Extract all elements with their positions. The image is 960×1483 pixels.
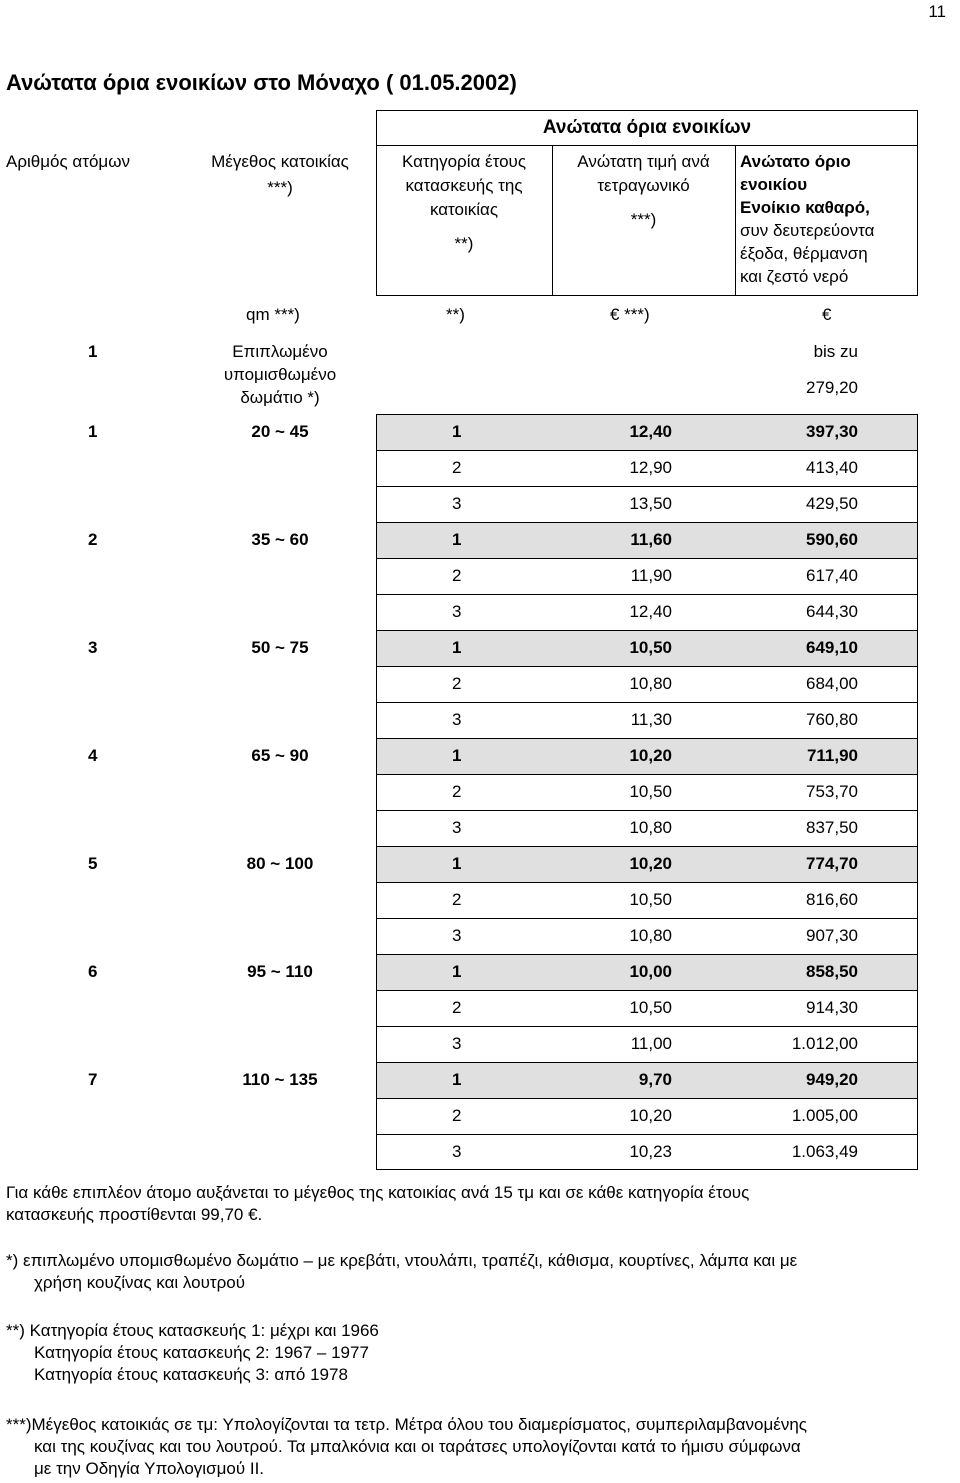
cell-rent: 429,50 xyxy=(806,494,858,513)
room-description-l2: υπομισθωμένο xyxy=(223,365,337,384)
table-row xyxy=(0,810,960,846)
note-star3 xyxy=(6,1414,807,1480)
cell-category: 3 xyxy=(452,818,462,837)
col-header-price-l2: τετραγωνικό xyxy=(597,176,690,195)
cell-price: 9,70 xyxy=(638,1070,672,1089)
cell-price: 12,40 xyxy=(629,602,672,621)
note-star1-l2: χρήση κουζίνας και λουτρού xyxy=(34,1273,246,1292)
cell-price: 10,50 xyxy=(629,782,672,801)
table-row xyxy=(0,774,960,810)
col-header-rent-l4: συν δευτερεύοντα xyxy=(740,221,875,240)
table-row xyxy=(0,522,960,558)
cell-category: 2 xyxy=(452,458,462,477)
cell-persons: 6 xyxy=(88,962,98,981)
col-header-size-label: Μέγεθος κατοικίας xyxy=(211,152,349,171)
note-star2-l3: Κατηγορία έτους κατασκευής 3: από 1978 xyxy=(34,1365,348,1384)
cell-category: 1 xyxy=(452,638,462,657)
cell-category: 2 xyxy=(452,890,462,909)
cell-persons: 2 xyxy=(88,530,98,549)
col-header-persons: Αριθμός ατόμων xyxy=(6,152,130,171)
note-star2-l1: **) Κατηγορία έτους κατασκευής 1: μέχρι και 1966 xyxy=(6,1321,379,1340)
room-description-l1: Επιπλωμένο xyxy=(232,342,328,361)
col-header-size-note: ***) xyxy=(267,178,293,197)
col-header-size xyxy=(190,150,370,200)
room-rent-label: bis zu xyxy=(813,342,858,361)
cell-rent: 774,70 xyxy=(806,854,858,873)
room-description xyxy=(196,340,364,409)
cell-price: 10,23 xyxy=(629,1142,672,1161)
note-extra-l2: κατασκευής προστίθενται 99,70 €. xyxy=(6,1205,263,1224)
cell-persons: 3 xyxy=(88,638,98,657)
note-star3-l2: και της κουζίνας και του λουτρού. Τα μπαλκόνια και οι ταράτσες υπολογίζονται κατά το ήμισυ σύμφωνα xyxy=(34,1437,801,1456)
cell-rent: 644,30 xyxy=(806,602,858,621)
cell-category: 2 xyxy=(452,1106,462,1125)
group-title-divider xyxy=(376,145,918,146)
cell-rent: 617,40 xyxy=(806,566,858,585)
cell-price: 10,20 xyxy=(629,1106,672,1125)
cell-size: 20 ~ 45 xyxy=(251,422,309,441)
cell-category: 1 xyxy=(452,422,462,441)
room-persons: 1 xyxy=(88,342,98,361)
table-row xyxy=(0,1134,960,1170)
table-row xyxy=(0,666,960,702)
cell-rent: 858,50 xyxy=(806,962,858,981)
room-rent-value: 279,20 xyxy=(806,378,858,397)
cell-category: 3 xyxy=(452,1034,462,1053)
cell-price: 10,50 xyxy=(629,890,672,909)
cell-rent: 649,10 xyxy=(806,638,858,657)
cell-price: 10,80 xyxy=(629,674,672,693)
cell-category: 2 xyxy=(452,782,462,801)
cell-price: 11,00 xyxy=(630,1034,672,1053)
col-header-category-l1: Κατηγορία έτους xyxy=(401,152,527,171)
cell-persons: 5 xyxy=(88,854,98,873)
cell-price: 13,50 xyxy=(629,494,672,513)
cell-price: 10,80 xyxy=(629,818,672,837)
table-row xyxy=(0,450,960,486)
note-extra-l1: Για κάθε επιπλέον άτομο αυξάνεται το μέγεθος της κατοικίας ανά 15 τμ και σε κάθε κατηγορία έτους xyxy=(6,1183,750,1202)
cell-rent: 590,60 xyxy=(806,530,858,549)
cell-category: 3 xyxy=(452,602,462,621)
cell-category: 3 xyxy=(452,494,462,513)
table-row xyxy=(0,990,960,1026)
table-row xyxy=(0,414,960,450)
cell-category: 2 xyxy=(452,674,462,693)
note-star3-l3: με την Οδηγία Υπολογισμού ΙΙ. xyxy=(34,1459,265,1478)
table-row xyxy=(0,1098,960,1134)
cell-persons: 4 xyxy=(88,746,98,765)
cell-category: 1 xyxy=(452,530,462,549)
col-header-price-note: ***) xyxy=(630,210,657,229)
cell-rent: 914,30 xyxy=(806,998,858,1017)
page-number: 11 xyxy=(928,2,946,21)
table-row xyxy=(0,702,960,738)
unit-category: **) xyxy=(446,305,465,324)
cell-rent: 1.005,00 xyxy=(791,1106,858,1125)
table-row xyxy=(0,558,960,594)
cell-category: 1 xyxy=(452,1070,462,1089)
cell-category: 3 xyxy=(452,710,462,729)
room-description-l3: δωμάτιο *) xyxy=(240,388,320,407)
cell-category: 3 xyxy=(452,1142,462,1161)
col-header-category xyxy=(376,150,552,256)
col-header-rent-l3: Ενοίκιο καθαρό, xyxy=(740,198,870,217)
cell-size: 50 ~ 75 xyxy=(251,638,309,657)
note-star2-l2: Κατηγορία έτους κατασκευής 2: 1967 – 1977 xyxy=(34,1343,369,1362)
cell-price: 10,00 xyxy=(629,962,672,981)
col-header-rent-l2: ενοικίου xyxy=(740,175,808,194)
cell-persons: 7 xyxy=(88,1070,98,1089)
cell-rent: 413,40 xyxy=(806,458,858,477)
table-row xyxy=(0,918,960,954)
col-header-rent-l6: και ζεστό νερό xyxy=(740,267,849,286)
cell-rent: 397,30 xyxy=(806,422,858,441)
cell-rent: 907,30 xyxy=(806,926,858,945)
cell-persons: 1 xyxy=(88,422,98,441)
header-divider-2 xyxy=(735,145,736,296)
cell-rent: 1.012,00 xyxy=(791,1034,858,1053)
col-header-price-l1: Ανώτατη τιμή ανά xyxy=(577,152,710,171)
cell-rent: 837,50 xyxy=(806,818,858,837)
table-row xyxy=(0,738,960,774)
cell-price: 10,80 xyxy=(629,926,672,945)
cell-category: 1 xyxy=(452,962,462,981)
table-row xyxy=(0,846,960,882)
room-rent xyxy=(724,340,858,412)
cell-rent: 684,00 xyxy=(806,674,858,693)
cell-price: 11,60 xyxy=(630,530,672,549)
cell-category: 1 xyxy=(452,746,462,765)
table-row xyxy=(0,594,960,630)
table-row xyxy=(0,1026,960,1062)
table-row xyxy=(0,882,960,918)
cell-price: 12,40 xyxy=(629,422,672,441)
unit-price: € ***) xyxy=(610,305,650,324)
col-header-category-l2: κατασκευής της xyxy=(405,176,523,195)
cell-price: 10,50 xyxy=(629,638,672,657)
note-star3-l1: ***)Μέγεθος κατοικιάς σε τμ: Υπολογίζονται τα τετρ. Μέτρα όλου του διαμερίσματος, συμπεριλαμβανομένης xyxy=(6,1415,807,1434)
cell-size: 65 ~ 90 xyxy=(251,746,309,765)
cell-rent: 816,60 xyxy=(806,890,858,909)
cell-size: 80 ~ 100 xyxy=(246,854,314,873)
table-row xyxy=(0,630,960,666)
group-title: Ανώτατα όρια ενοικίων xyxy=(542,117,752,138)
cell-category: 2 xyxy=(452,566,462,585)
col-header-rent-l5: έξοδα, θέρμανση xyxy=(740,244,868,263)
cell-price: 10,20 xyxy=(629,854,672,873)
cell-size: 95 ~ 110 xyxy=(247,962,313,981)
cell-rent: 753,70 xyxy=(806,782,858,801)
unit-size: qm ***) xyxy=(246,305,300,324)
note-star1 xyxy=(6,1250,797,1294)
note-star1-l1: *) επιπλωμένο υπομισθωμένο δωμάτιο – με κρεβάτι, ντουλάπι, τραπέζι, κάθισμα, κουρτίνες, λάμπα και με xyxy=(6,1251,798,1270)
col-header-category-note: **) xyxy=(454,234,474,253)
document-title: Ανώτατα όρια ενοικίων στο Μόναχο ( 01.05.2002) xyxy=(6,70,517,95)
cell-category: 1 xyxy=(452,854,462,873)
cell-category: 2 xyxy=(452,998,462,1017)
col-header-rent xyxy=(740,150,918,288)
cell-rent: 949,20 xyxy=(806,1070,858,1089)
cell-price: 10,50 xyxy=(629,998,672,1017)
cell-price: 11,90 xyxy=(630,566,672,585)
note-extra-person xyxy=(6,1182,749,1226)
table-row xyxy=(0,954,960,990)
col-header-rent-l1: Ανώτατο όριο xyxy=(740,152,851,171)
cell-rent: 760,80 xyxy=(806,710,858,729)
cell-price: 11,30 xyxy=(630,710,672,729)
note-star2 xyxy=(6,1320,379,1386)
cell-price: 10,20 xyxy=(629,746,672,765)
cell-price: 12,90 xyxy=(629,458,672,477)
cell-category: 3 xyxy=(452,926,462,945)
cell-rent: 1.063,49 xyxy=(791,1142,858,1161)
unit-rent: € xyxy=(822,305,832,324)
cell-size: 35 ~ 60 xyxy=(251,530,309,549)
table-row xyxy=(0,486,960,522)
col-header-category-l3: κατοικίας xyxy=(429,200,499,219)
col-header-price xyxy=(552,150,735,232)
cell-rent: 711,90 xyxy=(806,746,858,765)
cell-size: 110 ~ 135 xyxy=(242,1070,318,1089)
table-row xyxy=(0,1062,960,1098)
